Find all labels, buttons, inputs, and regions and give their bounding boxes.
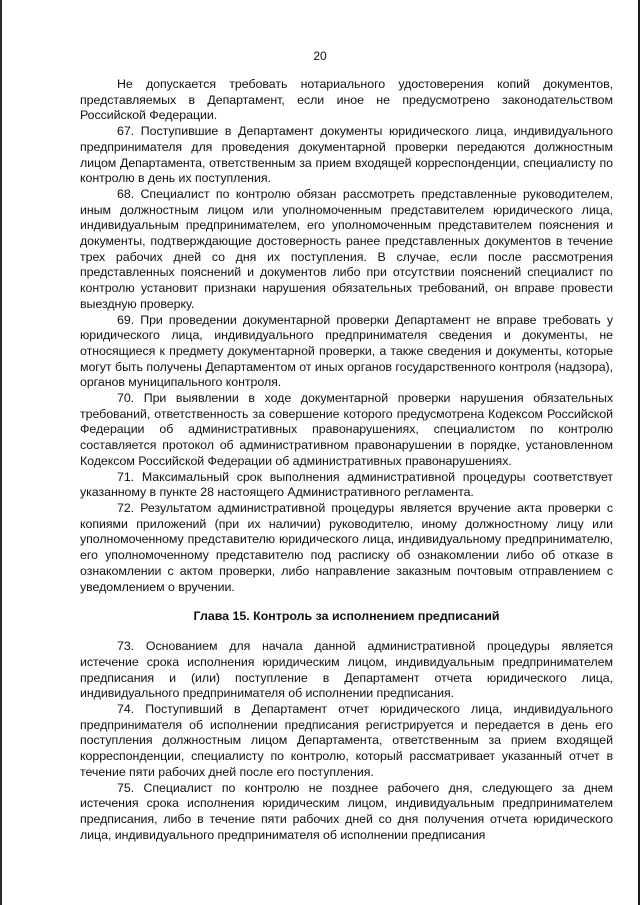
paragraph-70: 70. При выявлении в ходе документарной проверки нарушения обязательных требований, ответственность за совершение которого предусмотрена Кодексом Российской Федерации об административных правонарушениях, специалистом по контролю составляется протокол об административном правонарушении в порядке, установленном Кодексом Российской Федерации об административных правонарушениях. [80,391,613,468]
chapter-heading: Глава 15. Контроль за исполнением предписаний [193,609,500,624]
paragraph-75: 75. Специалист по контролю не позднее рабочего дня, следующего за днем истечения срока исполнения юридическим лицом, индивидуальным предпринимателем предписания, либо в течение пяти рабочих дней со дня получения отчета юридического лица, индивидуального предпринимателя об исполнении предписания [80,780,613,842]
paragraph-72: 72. Результатом административной процедуры является вручение акта проверки с копиями приложений (при их наличии) руководителю, иному должностному лицу или уполномоченному представителю юридического лица, индивидуальному предпринимателю, его уполномоченному представителю под расписку об ознакомлении либо об отказе в ознакомлении с актом проверки, либо направление заказным почтовым отправлением с уведомлением о вручении. [80,500,613,594]
paragraph-68: 68. Специалист по контролю обязан рассмотреть представленные руководителем, иным должностным лицом или уполномоченным представителем юридического лица, индивидуальным предпринимателем, его уполномоченным представителем пояснения и документы, подтверждающие достоверность ранее представленных документов в течение трех рабочих дней со дня их поступления. В случае, если после рассмотрения представленных пояснений и документов либо при отсутствии пояснений специалист по контролю установит признаки нарушения обязательных требований, он вправе провести выездную проверку. [80,186,613,311]
paragraph-69: 69. При проведении документарной проверки Департамент не вправе требовать у юридического лица, индивидуального предпринимателя сведения и документы, не относящиеся к предмету документарной проверки, а также сведения и документы, которые могут быть получены Департаментом от иных органов государственного контроля (надзора), органов муниципального контроля. [80,312,613,390]
scan-edge-left [0,0,2,905]
paragraph-71: 71. Максимальный срок выполнения административной процедуры соответствует указанному в пункте 28 настоящего Административного регламента. [80,469,613,500]
page-number: 20 [313,49,327,63]
document-body [80,77,613,843]
paragraph-73: 73. Основанием для начала данной административной процедуры является истечение срока исполнения юридическим лицом, индивидуальным предпринимателем предписания и (или) поступление в Департамент отчета юридического лица, индивидуального предпринимателя об исполнении предписания. [80,639,613,701]
paragraph-copies-notary: Не допускается требовать нотариального удостоверения копий документов, представляемых в Департамент, если иное не предусмотрено законодательством Российской Федерации. [80,77,613,123]
paragraph-67: 67. Поступившие в Департамент документы юридического лица, индивидуального предпринимателя для проведения документарной проверки передаются должностным лицом Департамента, ответственным за прием входящей корреспонденции, специалисту по контролю в день их поступления. [80,124,613,186]
paragraph-74: 74. Поступивший в Департамент отчет юридического лица, индивидуального предпринимателя об исполнении предписания регистрируется и передается в день его поступления должностным лицом Департамента, ответственным за прием входящей корреспонденции, специалисту по контролю, который рассматривает указанный отчет в течение пяти рабочих дней после его поступления. [80,702,613,779]
